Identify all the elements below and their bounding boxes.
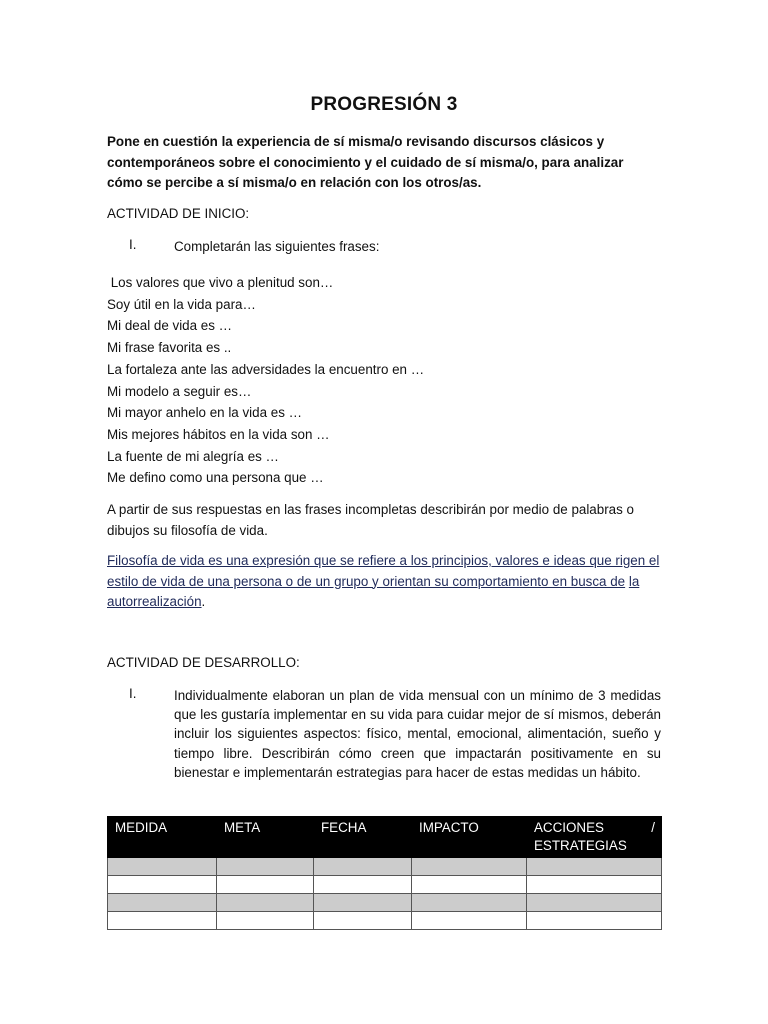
table-cell[interactable] (412, 912, 527, 930)
definition-link[interactable]: Filosofía de vida es una expresión que se refiere a los principios, valores e ideas que rigen el estilo de vida de una persona o de un grupo y orientan su comportamiento en busca de (107, 553, 660, 589)
list-item: Mis mejores hábitos en la vida son … (107, 426, 330, 442)
incomplete-sentences-list (107, 272, 661, 489)
definition-paragraph (107, 551, 661, 613)
table-cell[interactable] (217, 912, 314, 930)
table-cell[interactable] (412, 858, 527, 876)
list-item: Los valores que vivo a plenitud son… (107, 275, 334, 290)
list-item: Mi modelo a seguir es… (107, 383, 252, 399)
table-cell[interactable] (412, 894, 527, 912)
list-item: Mi deal de vida es … (107, 318, 233, 334)
table-cell[interactable] (217, 876, 314, 894)
page-title: PROGRESIÓN 3 (310, 94, 458, 115)
table-row (108, 876, 662, 894)
column-header-meta: META (217, 817, 314, 858)
table-cell[interactable] (314, 912, 412, 930)
item-text: Completarán las siguientes frases: (174, 239, 380, 254)
column-header-impacto: IMPACTO (412, 817, 527, 858)
table-cell[interactable] (108, 876, 217, 894)
definition-end: . (201, 594, 206, 609)
table-cell[interactable] (527, 876, 662, 894)
table-row (108, 894, 662, 912)
table-cell[interactable] (108, 858, 217, 876)
table-header-row (108, 817, 662, 858)
list-item: Mi mayor anhelo en la vida es … (107, 405, 303, 421)
list-item: La fuente de mi alegría es … (107, 448, 279, 464)
instructions-paragraph: A partir de sus respuestas en las frases incompletas describirán por medio de palabras o dibujos su filosofía de vida. (107, 502, 634, 538)
table-cell[interactable] (108, 894, 217, 912)
list-item: Mi frase favorita es .. (107, 340, 232, 356)
autorrealizacion-link[interactable]: la autorrealización (107, 573, 640, 609)
column-header-fecha: FECHA (314, 817, 412, 858)
item-text: Individualmente elaboran un plan de vida mensual con un mínimo de 3 medidas que les gustaría implementar en su vida para cuidar mejor de sí mismos, deberán incluir los siguientes aspectos: físico, mental, emocional, alimentación, sueño y tiempo libre. Describirán cómo creen que impactarán positivamente en su bienestar e implementarán estrategias para hacer de estas medidas un hábito. (174, 688, 661, 780)
desarrollo-heading: ACTIVIDAD DE DESARROLLO: (107, 655, 300, 670)
table-row (108, 858, 662, 876)
progression-description: Pone en cuestión la experiencia de sí misma/o revisando discursos clásicos y contemporáneos sobre el conocimiento y el cuidado de sí misma/o, para analizar cómo se percibe a sí misma/o en relación con los otros/as. (107, 134, 624, 190)
table-cell[interactable] (527, 894, 662, 912)
table-cell[interactable] (314, 858, 412, 876)
table-cell[interactable] (412, 876, 527, 894)
item-number: I. (129, 237, 137, 252)
table-cell[interactable] (217, 894, 314, 912)
header-acciones: ACCIONES (534, 820, 604, 835)
table-cell[interactable] (527, 912, 662, 930)
column-header-acciones-estrategias (527, 817, 662, 858)
table-cell[interactable] (314, 876, 412, 894)
column-header-medida: MEDIDA (108, 817, 217, 858)
inicio-heading: ACTIVIDAD DE INICIO: (107, 206, 250, 221)
life-plan-table (107, 816, 662, 930)
header-slash: / (651, 820, 655, 835)
list-item: Soy útil en la vida para… (107, 296, 256, 312)
item-number: I. (129, 686, 137, 701)
table-cell[interactable] (108, 912, 217, 930)
table-cell[interactable] (314, 894, 412, 912)
header-estrategias: ESTRATEGIAS (534, 838, 627, 853)
table-cell[interactable] (527, 858, 662, 876)
table-cell[interactable] (217, 858, 314, 876)
list-item: La fortaleza ante las adversidades la encuentro en … (107, 361, 425, 377)
list-item: Me defino como una persona que … (107, 470, 324, 486)
table-row (108, 912, 662, 930)
